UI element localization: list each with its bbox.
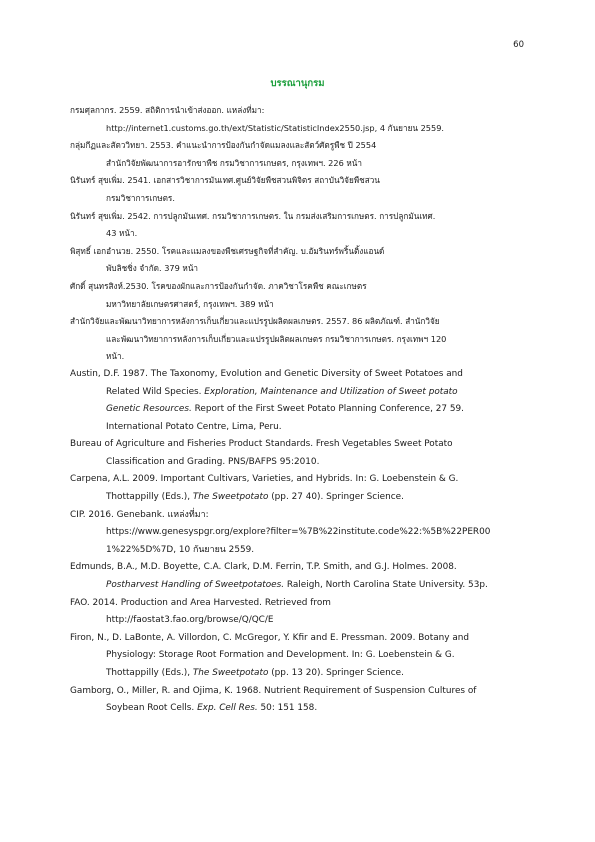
reference-entry xyxy=(70,683,530,718)
italic-title: Genetic Resources. xyxy=(106,404,192,415)
reference-list xyxy=(70,102,530,718)
reference-line: Physiology: Storage Root Formation and Development. In: G. Loebenstein & G. xyxy=(106,650,455,661)
reference-entry xyxy=(70,630,530,683)
reference-line: Edmunds, B.A., M.D. Boyette, C.A. Clark, D.M. Ferrin, T.P. Smith, and G.J. Holmes. 2008. xyxy=(70,562,457,573)
page-number: 60 xyxy=(513,40,524,50)
reference-line: Thottappilly (Eds.), The Sweetpotato (pp. 27 40). Springer Science. xyxy=(106,492,404,503)
reference-line: Related Wild Species. Exploration, Maintenance and Utilization of Sweet potato xyxy=(106,386,458,397)
reference-line: Soybean Root Cells. Exp. Cell Res. 50: 151 158. xyxy=(106,703,318,714)
reference-entry xyxy=(70,595,530,630)
reference-line: พับลิชชิ่ง จำกัด. 379 หน้า xyxy=(106,263,199,274)
reference-line: Gamborg, O., Miller, R. and Ojima, K. 1968. Nutrient Requirement of Suspension Cultures of xyxy=(70,685,477,696)
reference-line: และพัฒนาวิทยาการหลังการเก็บเกี่ยวและแปรรูปผลิตผลเกษตร กรมวิชาการเกษตร. กรุงเทพฯ 120 xyxy=(106,333,447,344)
reference-entry xyxy=(70,436,530,471)
reference-line: Carpena, A.L. 2009. Important Cultivars, Varieties, and Hybrids. In: G. Loebenstein & G. xyxy=(70,474,459,485)
reference-line: CIP. 2016. Genebank. แหล่งที่มา: xyxy=(70,509,209,520)
italic-title: The Sweetpotato xyxy=(192,668,269,678)
reference-line: นิรันทร์ สุขเพิ่ม. 2541. เอกสารวิชาการมันเทศ.ศูนย์วิจัยพืชสวนพิจิตร สถาบันวิจัยพืชสวน xyxy=(70,175,380,186)
italic-title: The Sweetpotato xyxy=(192,492,269,503)
reference-line: Thottappilly (Eds.), The Sweetpotato (pp. 13 20). Springer Science. xyxy=(106,668,404,678)
reference-entry xyxy=(70,137,530,172)
reference-line: ศักดิ์ สุนทรสิงห์.2530. โรคของผักและการป้องกันกำจัด. ภาควิชาโรคพืช คณะเกษตร xyxy=(70,280,367,291)
reference-line: http://faostat3.fao.org/browse/Q/QC/E xyxy=(106,615,274,626)
reference-entry xyxy=(70,278,530,313)
reference-line: Postharvest Handling of Sweetpotatoes. Raleigh, North Carolina State University. 53p. xyxy=(106,580,488,591)
reference-entry xyxy=(70,313,530,366)
reference-line: นิรันทร์ สุขเพิ่ม. 2542. การปลูกมันเทศ. กรมวิชาการเกษตร. ใน กรมส่งเสริมการเกษตร. การปลูกมันเทศ. xyxy=(70,210,436,221)
bibliography-heading: บรรณานุกรม xyxy=(270,78,325,89)
reference-line: หน้า. xyxy=(106,351,125,362)
reference-line: Genetic Resources. Report of the First Sweet Potato Planning Conference, 27 59. xyxy=(106,404,464,415)
reference-line: Bureau of Agriculture and Fisheries Product Standards. Fresh Vegetables Sweet Potato xyxy=(70,439,453,450)
reference-line: มหาวิทยาลัยเกษตรศาสตร์, กรุงเทพฯ. 389 หน้า xyxy=(106,298,274,309)
reference-entry xyxy=(70,243,530,278)
reference-entry xyxy=(70,471,530,506)
italic-title: Exp. Cell Res. xyxy=(197,703,258,714)
reference-line: สำนักวิจัยพัฒนาการอารักขาพืช กรมวิชาการเกษตร, กรุงเทพฯ. 226 หน้า xyxy=(106,157,362,168)
reference-entry xyxy=(70,102,530,137)
reference-entry xyxy=(70,559,530,594)
reference-line: https://www.genesyspgr.org/explore?filter=%7B%22institute.code%22:%5B%22PER00 xyxy=(106,527,491,538)
reference-entry xyxy=(70,366,530,436)
reference-line: กรมวิชาการเกษตร. xyxy=(106,192,175,203)
reference-entry xyxy=(70,507,530,560)
reference-line: พิสุทธิ์ เอกอำนวย. 2550. โรคและแมลงของพืชเศรษฐกิจที่สำคัญ. บ.อัมรินทร์พริ้นติ้งแอนด์ xyxy=(70,245,385,256)
reference-line: กรมศุลกากร. 2559. สถิติการนำเข้าส่งออก. แหล่งที่มา: xyxy=(70,105,265,115)
reference-line: กลุ่มกีฏและสัตววิทยา. 2553. คำแนะนำการป้องกันกำจัดแมลงและสัตว์ศัตรูพืช ปี 2554 xyxy=(70,140,377,151)
reference-line: International Potato Centre, Lima, Peru. xyxy=(106,421,282,432)
reference-line: FAO. 2014. Production and Area Harvested. Retrieved from xyxy=(70,597,331,608)
reference-line: สำนักวิจัยและพัฒนาวิทยาการหลังการเก็บเกี่ยวและแปรรูปผลิตผลเกษตร. 2557. 86 ผลิตภัณฑ์. สำนักวิจัย xyxy=(70,316,440,327)
italic-title: Exploration, Maintenance and Utilization of Sweet potato xyxy=(204,386,458,397)
reference-line: Classification and Grading. PNS/BAFPS 95:2010. xyxy=(106,456,320,467)
reference-line: 43 หน้า. xyxy=(106,228,138,239)
italic-title: Postharvest Handling of Sweetpotatoes. xyxy=(106,580,285,591)
reference-line: Firon, N., D. LaBonte, A. Villordon, C. McGregor, Y. Kfir and E. Pressman. 2009. Botany and xyxy=(70,632,470,643)
reference-line: http://internet1.customs.go.th/ext/Statistic/StatisticIndex2550.jsp, 4 กันยายน 2559. xyxy=(106,122,445,133)
reference-entry xyxy=(70,208,530,243)
reference-line: Austin, D.F. 1987. The Taxonomy, Evolution and Genetic Diversity of Sweet Potatoes and xyxy=(70,368,463,379)
reference-entry xyxy=(70,172,530,207)
reference-line: 1%22%5D%7D, 10 กันยายน 2559. xyxy=(106,544,255,555)
